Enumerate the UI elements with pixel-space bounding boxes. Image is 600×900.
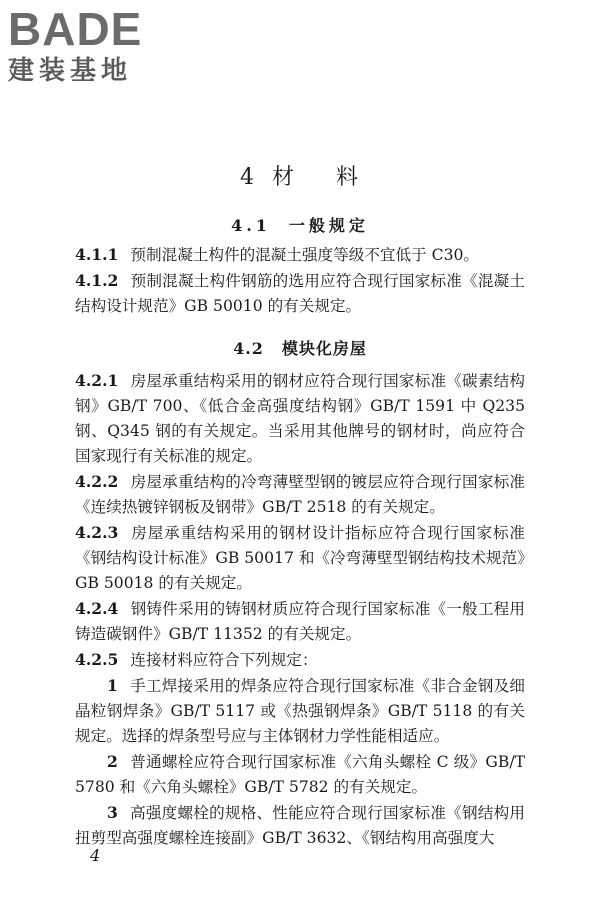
clause: [75, 520, 525, 596]
clause-text: 连接材料应符合下列规定：: [130, 651, 318, 669]
section-number: 4.2: [233, 339, 264, 358]
sub-item-text: 手工焊接采用的焊条应符合现行国家标准《非合金钢及细晶粒钢焊条》GB/T 5117 或《热强钢焊条》GB/T 5118 的有关规定。选择的焊条型号应与主体钢材力学性能相适应。: [75, 677, 525, 745]
clause-text: 房屋承重结构的冷弯薄壁型钢的镀层应符合现行国家标准《连续热镀锌钢板及钢带》GB/T 2518 的有关规定。: [75, 473, 525, 516]
clause-number: 4.1.1: [75, 245, 119, 264]
sub-item-number: 2: [107, 752, 118, 771]
page-number: 4: [90, 846, 101, 865]
clause-text: 预制混凝土构件钢筋的选用应符合现行国家标准《混凝土结构设计规范》GB 50010 的有关规定。: [75, 272, 525, 315]
clause-text: 房屋承重结构采用的钢材应符合现行国家标准《碳素结构钢》GB/T 700、《低合金高强度结构钢》GB/T 1591 中 Q235 钢、Q345 钢的有关规定。当采用其他牌号的钢材时，尚应符合国家现行有关标准的规定。: [75, 372, 525, 465]
section-title: 一般规定: [288, 216, 369, 235]
clause-text: 钢铸件采用的铸钢材质应符合现行国家标准《一般工程用铸造碳钢件》GB/T 11352 的有关规定。: [75, 600, 525, 643]
clause: [75, 647, 525, 673]
sub-item-text: 高强度螺栓的规格、性能应符合现行国家标准《钢结构用扭剪型高强度螺栓连接副》GB/T 3632、《钢结构用高强度大: [75, 804, 525, 847]
logo-subtitle: 建装基地: [8, 56, 133, 86]
sub-item: [75, 749, 525, 800]
clause-number: 4.2.5: [75, 650, 119, 669]
clause-list: [75, 242, 525, 319]
clause: [75, 368, 525, 469]
clause-text: 房屋承重结构采用的钢材设计指标应符合现行国家标准《钢结构设计标准》GB 50017 和《冷弯薄壁型钢结构技术规范》GB 50018 的有关规定。: [75, 524, 525, 592]
sub-item-text: 普通螺栓应符合现行国家标准《六角头螺栓 C 级》GB/T 5780 和《六角头螺栓》GB/T 5782 的有关规定。: [75, 753, 525, 796]
section-heading: [0, 336, 600, 359]
sub-item: [75, 800, 525, 851]
clause: [75, 242, 525, 268]
logo: [8, 4, 183, 86]
section-number: 4.1: [231, 216, 271, 235]
clause-number: 4.2.2: [75, 472, 119, 491]
chapter-word-2: 料: [336, 165, 361, 190]
clause-number: 4.2.4: [75, 599, 119, 618]
sub-item: [75, 673, 525, 749]
clause: [75, 596, 525, 647]
clause: [75, 469, 525, 520]
chapter-word-1: 材: [271, 165, 296, 190]
clause-list: [75, 368, 525, 851]
sub-item-number: 3: [107, 803, 118, 822]
clause-number: 4.1.2: [75, 271, 119, 290]
section-heading: [0, 213, 600, 236]
chapter-title: [0, 160, 600, 191]
sub-item-number: 1: [107, 676, 118, 695]
clause: [75, 268, 525, 319]
logo-wordmark: BADE: [8, 3, 143, 55]
chapter-number: 4: [239, 165, 256, 190]
clause-number: 4.2.3: [75, 523, 119, 542]
section-title: 模块化房屋: [281, 339, 367, 358]
clause-number: 4.2.1: [75, 371, 119, 390]
clause-text: 预制混凝土构件的混凝土强度等级不宜低于 C30。: [130, 246, 480, 264]
